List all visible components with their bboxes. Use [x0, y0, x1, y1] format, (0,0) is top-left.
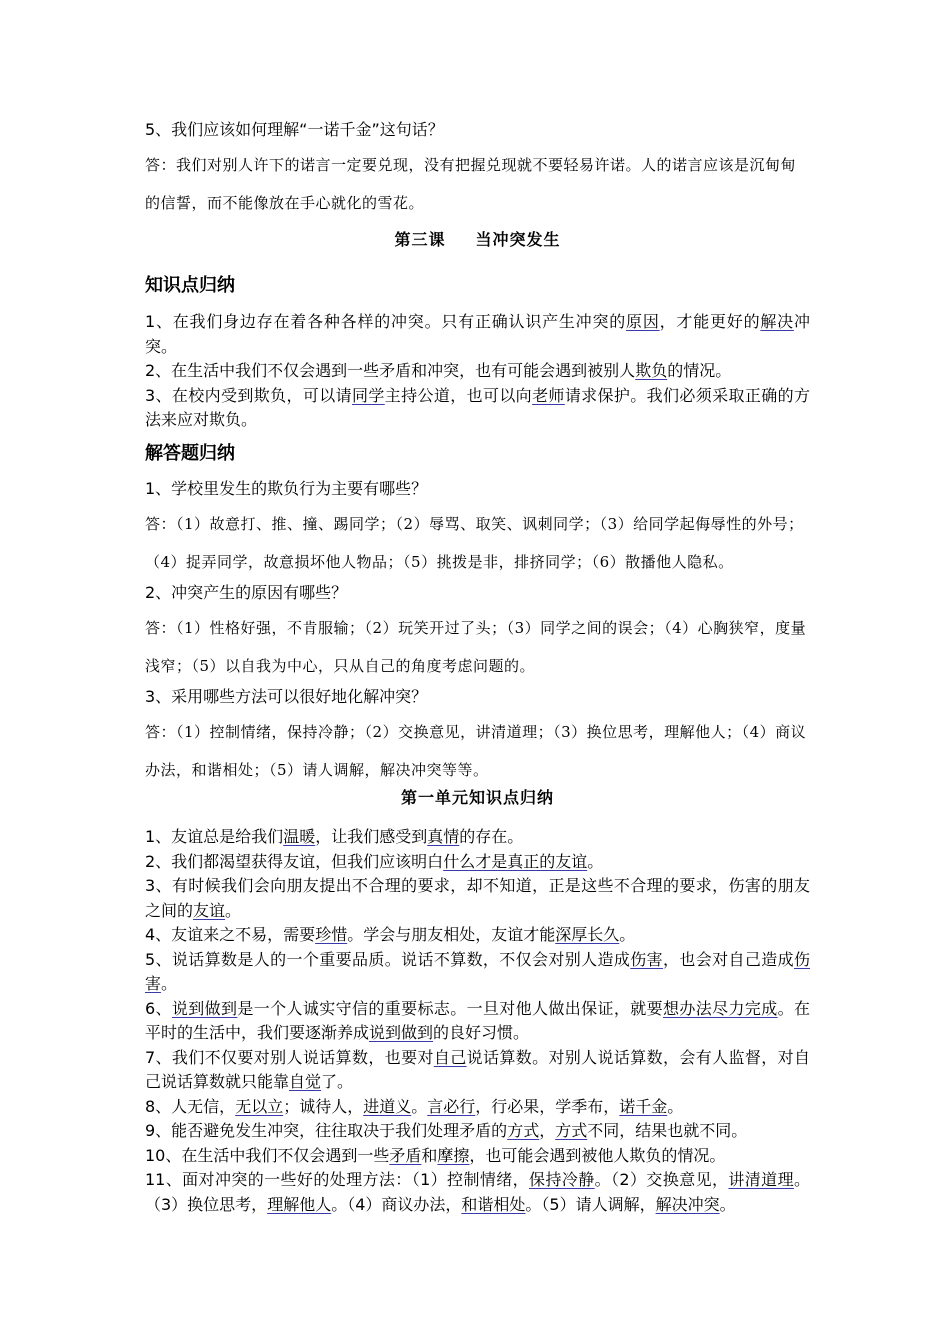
list-item: 10、在生活中我们不仅会遇到一些矛盾和摩擦，也可能会遇到被他人欺负的情况。 — [145, 1145, 726, 1165]
answer-text: 答：（1）性格好强，不肯服输；（2）玩笑开过了头；（3）同学之间的误会；（4）心胸狭窄，度量浅窄；（5）以自我为中心，只从自己的角度考虑问题的。 — [145, 619, 807, 675]
list-item: 8、人无信，无以立；诚待人，进道义。言必行，行必果，学季布，诺千金。 — [145, 1096, 684, 1116]
list-item: 2、我们都渴望获得友谊，但我们应该明白什么才是真正的友谊。 — [145, 851, 604, 871]
section-heading: 知识点归纳 — [145, 275, 235, 296]
question-text: 5、我们应该如何理解“一诺千金”这句话？ — [145, 120, 444, 139]
list-item: 2、在生活中我们不仅会遇到一些矛盾和冲突，也有可能会遇到被别人欺负的情况。 — [145, 361, 732, 380]
knowledge-heading — [145, 272, 810, 300]
list-item: 7、我们不仅要对别人说话算数，也要对自己说话算数。对别人说话算数，会有人监督，对自己说话算数就只能靠自觉了。 — [145, 1047, 810, 1091]
lesson-title — [145, 227, 810, 250]
answer-text: 答：（1）控制情绪，保持冷静；（2）交换意见，讲清道理；（3）换位思考，理解他人；（4）商议办法，和谐相处；（5）请人调解，解决冲突等等。 — [145, 723, 807, 779]
qa-list — [145, 477, 810, 789]
list-item: 1、在我们身边存在着各种各样的冲突。只有正确认识产生冲突的原因，才能更好的解决冲突。 — [145, 312, 810, 356]
unit-heading: 第一单元知识点归纳 — [400, 788, 554, 807]
lesson-number: 第三课 — [394, 230, 446, 249]
list-item: 4、友谊来之不易，需要珍惜。学会与朋友相处，友谊才能深厚长久。 — [145, 925, 636, 944]
unit-list — [145, 825, 810, 1217]
question-text: 1、学校里发生的欺负行为主要有哪些？ — [145, 479, 428, 498]
answer-text: 答：（1）故意打、推、撞、踢同学；（2）辱骂、取笑、讽刺同学；（3）给同学起侮辱性的外号；（4）捉弄同学，故意损坏他人物品；（5）挑拨是非，排挤同学；（6）散播他人隐私。 — [145, 515, 804, 571]
section-heading: 解答题归纳 — [145, 443, 235, 464]
list-item: 11、面对冲突的一些好的处理方法：（1）控制情绪，保持冷静。（2）交换意见，讲清道理。（3）换位思考，理解他人。（4）商议办法，和谐相处。（5）请人调解，解决冲突。 — [145, 1170, 810, 1214]
list-item: 3、有时候我们会向朋友提出不合理的要求，却不知道，正是这些不合理的要求，伤害的朋友之间的友谊。 — [145, 876, 810, 920]
knowledge-list — [145, 310, 810, 433]
answer-text: 答：我们对别人许下的诺言一定要兑现，没有把握兑现就不要轻易许诺。人的诺言应该是沉甸甸的信誓，而不能像放在手心就化的雪花。 — [145, 156, 797, 212]
qa-heading — [145, 440, 810, 468]
question-text: 3、采用哪些方法可以很好地化解冲突？ — [145, 687, 428, 706]
question-5 — [145, 118, 810, 222]
question-text: 2、冲突产生的原因有哪些？ — [145, 583, 348, 602]
list-item: 5、说话算数是人的一个重要品质。说话不算数，不仅会对别人造成伤害，也会对自己造成伤害。 — [145, 949, 810, 993]
unit-title — [145, 785, 810, 808]
list-item: 6、说到做到是一个人诚实守信的重要标志。一旦对他人做出保证，就要想办法尽力完成。在平时的生活中，我们要逐渐养成说到做到的良好习惯。 — [145, 998, 810, 1042]
list-item: 1、友谊总是给我们温暖，让我们感受到真情的存在。 — [145, 827, 524, 846]
lesson-name: 当冲突发生 — [475, 230, 561, 249]
list-item: 3、在校内受到欺负，可以请同学主持公道，也可以向老师请求保护。我们必须采取正确的方法来应对欺负。 — [145, 385, 810, 429]
list-item: 9、能否避免发生冲突，往往取决于我们处理矛盾的方式，方式不同，结果也就不同。 — [145, 1121, 748, 1140]
